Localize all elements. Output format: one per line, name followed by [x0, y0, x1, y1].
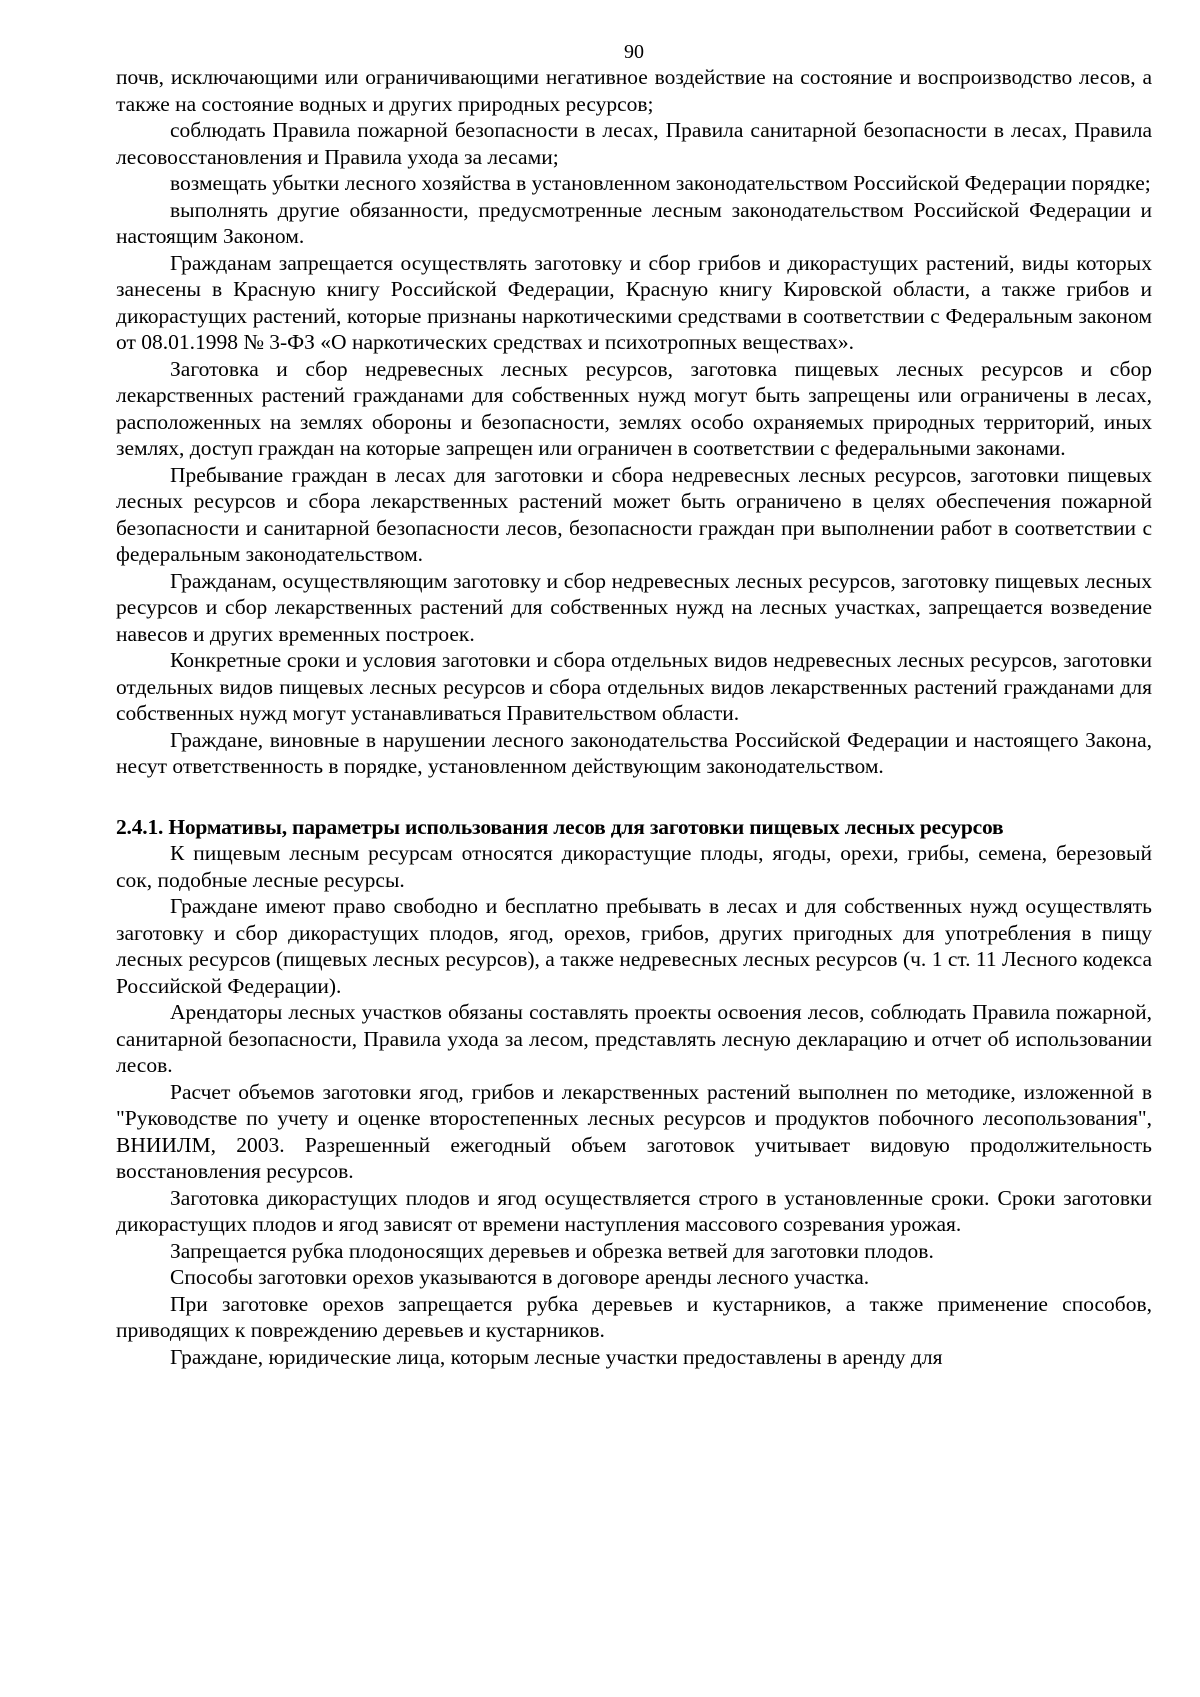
paragraph: Заготовка и сбор недревесных лесных ресурсов, заготовка пищевых лесных ресурсов и сбор лекарственных растений гражданами для собственных нужд могут быть запрещены или ограничены в лесах, расположенных на землях обороны и безопасности, землях особо охраняемых природных территорий, иных землях, доступ граждан на которые запрещен или ограничен в соответствии с федеральными законами.	[116, 356, 1152, 460]
paragraph: Расчет объемов заготовки ягод, грибов и лекарственных растений выполнен по методике, изложенной в "Руководстве по учету и оценке второстепенных лесных ресурсов и продуктов побочного лесопользования", ВНИИЛМ, 2003. Разрешенный ежегодный объем заготовок учитывает видовую продолжительность восстановления ресурсов.	[116, 1079, 1152, 1183]
paragraph: Конкретные сроки и условия заготовки и сбора отдельных видов недревесных лесных ресурсов, заготовки отдельных видов пищевых лесных ресурсов и сбора отдельных видов лекарственных растений гражданами для собственных нужд могут устанавливаться Правительством области.	[116, 648, 1152, 725]
page-number: 90	[624, 41, 644, 63]
paragraph: Заготовка дикорастущих плодов и ягод осуществляется строго в установленные сроки. Сроки заготовки дикорастущих плодов и ягод зависят от времени наступления массового созревания урожая.	[116, 1185, 1152, 1236]
document-page	[116, 40, 1152, 1370]
paragraph: Пребывание граждан в лесах для заготовки и сбора недревесных лесных ресурсов, заготовки пищевых лесных ресурсов и сбора лекарственных растений может быть ограничено в целях обеспечения пожарной безопасности и санитарной безопасности лесов, безопасности граждан при выполнении работ в соответствии с федеральным законодательством.	[116, 462, 1152, 566]
paragraph: соблюдать Правила пожарной безопасности в лесах, Правила санитарной безопасности в лесах, Правила лесовосстановления и Правила ухода за лесами;	[116, 118, 1152, 169]
paragraph: возмещать убытки лесного хозяйства в установленном законодательством Российской Федерации порядке;	[170, 171, 1151, 195]
paragraph: выполнять другие обязанности, предусмотренные лесным законодательством Российской Федерации и настоящим Законом.	[116, 197, 1152, 248]
paragraph: Граждане, виновные в нарушении лесного законодательства Российской Федерации и настоящего Закона, несут ответственность в порядке, установленном действующим законодательством.	[116, 727, 1152, 778]
section-heading: 2.4.1. Нормативы, параметры использования лесов для заготовки пищевых лесных ресурсов	[116, 814, 1004, 839]
paragraph: Гражданам запрещается осуществлять заготовку и сбор грибов и дикорастущих растений, виды которых занесены в Красную книгу Российской Федерации, Красную книгу Кировской области, а также грибов и дикорастущих растений, которые признаны наркотическими средствами в соответствии с Федеральным законом от 08.01.1998 № 3-ФЗ «О наркотических средствах и психотропных веществах».	[116, 250, 1152, 354]
paragraph: Граждане имеют право свободно и бесплатно пребывать в лесах и для собственных нужд осуществлять заготовку и сбор дикорастущих плодов, ягод, орехов, грибов, других пригодных для употребления в пищу лесных ресурсов (пищевых лесных ресурсов), а также недревесных лесных ресурсов (ч. 1 ст. 11 Лесного кодекса Российской Федерации).	[116, 894, 1152, 998]
paragraph: Гражданам, осуществляющим заготовку и сбор недревесных лесных ресурсов, заготовку пищевых лесных ресурсов и сбор лекарственных растений для собственных нужд на лесных участках, запрещается возведение навесов и других временных построек.	[116, 568, 1152, 646]
paragraph: почв, исключающими или ограничивающими негативное воздействие на состояние и воспроизводство лесов, а также на состояние водных и других природных ресурсов;	[116, 65, 1152, 116]
paragraph: При заготовке орехов запрещается рубка деревьев и кустарников, а также применение способов, приводящих к повреждению деревьев и кустарников.	[116, 1291, 1152, 1342]
paragraph: К пищевым лесным ресурсам относятся дикорастущие плоды, ягоды, орехи, грибы, семена, березовый сок, подобные лесные ресурсы.	[116, 841, 1152, 892]
paragraph: Запрещается рубка плодоносящих деревьев и обрезка ветвей для заготовки плодов.	[170, 1238, 934, 1263]
paragraph: Граждане, юридические лица, которым лесные участки предоставлены в аренду для	[170, 1344, 943, 1369]
paragraph: Способы заготовки орехов указываются в договоре аренды лесного участка.	[170, 1265, 870, 1289]
paragraph: Арендаторы лесных участков обязаны составлять проекты освоения лесов, соблюдать Правила пожарной, санитарной безопасности, Правила ухода за лесом, представлять лесную декларацию и отчет об использовании лесов.	[116, 1000, 1152, 1077]
